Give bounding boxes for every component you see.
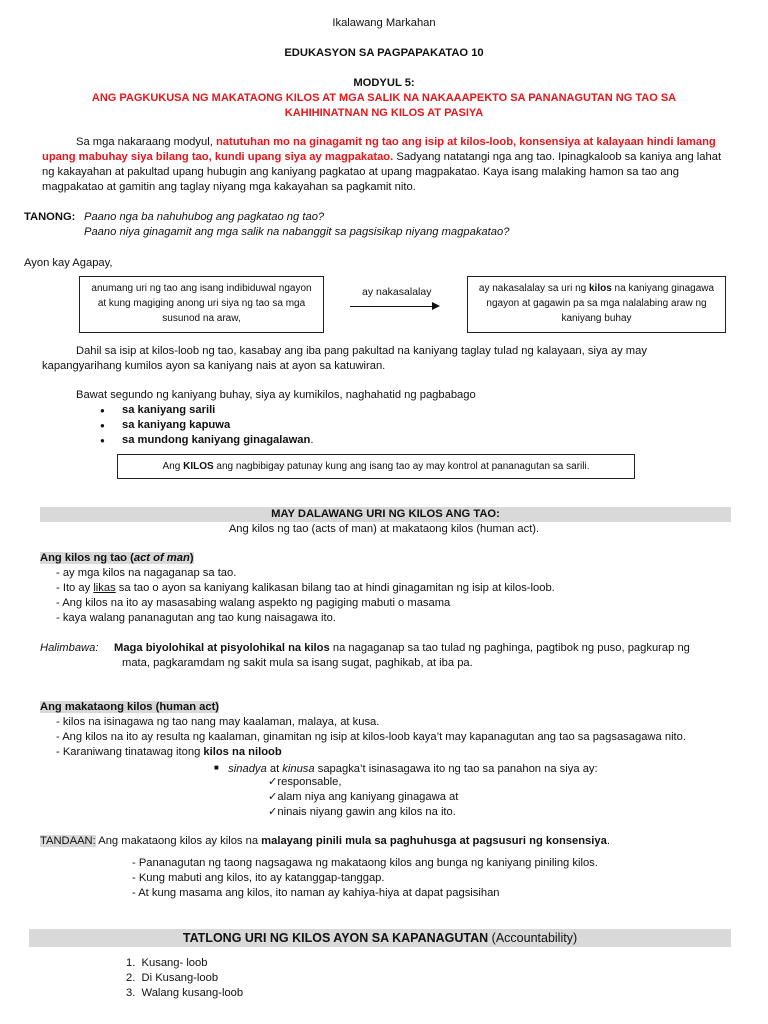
module-title-line1: ANG PAGKUKUSA NG MAKATAONG KILOS AT MGA SALIK NA NAKAAAPEKTO SA PANANAGUTAN NG TAO SA	[91, 92, 677, 104]
list-item: ● sa kaniyang kapuwa	[100, 418, 313, 433]
halimbawa-bold: Maga biyolohikal at pisyolohikal na kilos	[114, 642, 330, 654]
tanong-question-1: Paano nga ba nahuhubog ang pagkatao ng tao?	[84, 211, 325, 223]
checkmark-icon: ✓	[268, 791, 278, 803]
check-item	[268, 790, 458, 805]
kilos-ng-tao-l3: - Ang kilos na ito ay masasabing walang aspekto ng pagiging mabuti o masama	[56, 597, 451, 609]
agapay-right-bold: kilos	[588, 283, 612, 294]
heading-italic: act of man	[133, 552, 190, 564]
dalawang-uri-sub: Ang kilos ng tao (acts of man) at makataong kilos (human act).	[228, 523, 540, 535]
module-title-line2: KAHIHINATNAN NG KILOS AT PASIYA	[284, 107, 484, 119]
tandaan-line	[40, 834, 610, 849]
check-item	[268, 805, 456, 820]
intro-highlight: natutuhan mo na ginagamit ng tao ang isip at kilos-loob, konsensiya at kalayaan hindi lamang	[215, 136, 716, 148]
tandaan-text: Ang makataong kilos ay kilos na	[95, 835, 262, 847]
heading-part: Ang kilos ng tao (	[40, 552, 134, 564]
square-bullet-icon: ■	[214, 763, 219, 772]
agapay-right-text-2: na kaniyang ginagawa ngayon at gagawin pa sa mga nalalabing araw ng kaniyang buhay	[486, 283, 715, 324]
kilos-definition-box	[117, 454, 635, 479]
l2-text: - Ito ay	[56, 582, 94, 594]
bawat-list	[100, 403, 313, 448]
intro-paragraph	[42, 135, 730, 195]
list-item	[100, 433, 313, 448]
dahil-line2: kapangyarihang kumilos ayon sa kaniyang nais at ayon sa katuwiran.	[42, 360, 386, 372]
intro-text-3: ng kakayahan at pakultad upang hubugin ang kaniyang pagkatao at upang magpakatao. Kaya isang malaking hamon sa tao ang	[42, 166, 679, 178]
tatlong-heading-bold: TATLONG URI NG KILOS AYON SA KAPANAGUTAN	[182, 931, 489, 945]
dalawang-uri-heading: MAY DALAWANG URI NG KILOS ANG TAO:	[40, 507, 731, 522]
list-item-text: sa mundong kaniyang ginagalawan	[122, 434, 311, 446]
check-item	[268, 775, 341, 790]
halimbawa-line1	[114, 641, 690, 656]
subject-title: EDUKASYON SA PAGPAPAKATAO 10	[284, 47, 484, 59]
sinadya: sinadya	[228, 763, 267, 775]
agapay-right-text: ay nakasalalay sa uri ng	[478, 283, 589, 294]
list-item: 1. Kusang- loob	[126, 957, 208, 969]
makataong-l2: - Ang kilos na ito ay resulta ng kaalaman, ginamitan ng isip at kilos-loob kaya’t may kapanagutan ang tao sa pagsasagawa nito.	[56, 731, 686, 743]
agapay-left-box: anumang uri ng tao ang isang indibiduwal ngayon at kung magiging anong uri siya ng tao sa mga susunod na araw,	[79, 276, 324, 333]
makataong-heading-text: Ang makataong kilos (human act)	[40, 701, 220, 713]
agapay-intro: Ayon kay Agapay,	[24, 257, 113, 269]
kilos-ng-tao-l2	[56, 581, 555, 596]
kilos-ng-tao-l4: - kaya walang pananagutan ang tao kung naisagawa ito.	[56, 612, 336, 624]
halimbawa-rest: na nagaganap sa tao tulad ng paghinga, pagtibok ng puso, pagkurap ng	[329, 642, 690, 654]
list-item-text: Kusang- loob	[141, 957, 208, 969]
tanong-question-2: Paano niya ginagamit ang mga salik na nabanggit sa pagsisikap niyang magpakatao?	[84, 226, 510, 238]
tatlong-heading-rest: (Accountability)	[488, 931, 578, 945]
heading-part-2: )	[189, 552, 194, 564]
agapay-arrow-label: ay nakasalalay	[362, 286, 432, 298]
intro-text-2: Sadyang natatangi nga ang tao. Ipinagkaloob sa kaniya ang lahat	[393, 151, 722, 163]
l2-text-2: sa tao o ayon sa kaniyang kalikasan bilang tao at hindi ginagamitan ng isip at kilos-loob.	[115, 582, 555, 594]
makataong-l3	[56, 745, 282, 760]
makataong-l1: - kilos na isinagawa ng tao nang may kaalaman, malaya, at kusa.	[56, 716, 380, 728]
kilos-ng-tao-heading	[40, 551, 194, 566]
bawat-text: Bawat segundo ng kaniyang buhay, siya ay kumikilos, naghahatid ng pagbabago	[76, 389, 476, 401]
tandaan-item: - Kung mabuti ang kilos, ito ay katanggap-tanggap.	[132, 872, 385, 884]
kinusa: kinusa	[282, 763, 315, 775]
list-item-text: Di Kusang-loob	[141, 972, 219, 984]
tandaan-bold: malayang pinili mula sa paghuhusga at pagsusuri ng konsensiya	[261, 835, 607, 847]
sq-rest: sapagka’t isinasagawa ito ng tao sa panahon na siya ay:	[314, 763, 598, 775]
kilos-box-bold: KILOS	[183, 461, 214, 472]
arrow-right-icon	[350, 306, 438, 307]
quarter-label: Ikalawang Markahan	[332, 17, 436, 29]
intro-text: Sa mga nakaraang modyul,	[76, 136, 216, 148]
checkmark-icon: ✓	[268, 776, 278, 788]
makataong-kilos-heading	[40, 700, 219, 715]
halimbawa-line2: mata, pagkaramdam ng sakit mula sa isang sugat, paghikab, at iba pa.	[122, 657, 473, 669]
kilos-ng-tao-l1: - ay mga kilos na nagaganap sa tao.	[56, 567, 237, 579]
tandaan-label: TANDAAN:	[40, 835, 96, 847]
tandaan-end: .	[606, 835, 610, 847]
module-label: MODYUL 5:	[353, 77, 415, 89]
tandaan-item: - Pananagutan ng taong nagsagawa ng makataong kilos ang bunga ng kaniyang piniling kilos.	[132, 857, 598, 869]
tandaan-item: - At kung masama ang kilos, ito naman ay kahiya-hiya at dapat pagsisihan	[132, 887, 500, 899]
halimbawa-label: Halimbawa:	[40, 642, 99, 654]
list-item: 2. Di Kusang-loob	[126, 972, 219, 984]
list-item: ● sa kaniyang sarili	[100, 403, 313, 418]
kilos-ng-tao-heading-text	[40, 552, 194, 564]
l2-underline: likas	[93, 582, 116, 594]
list-item: 3. Walang kusang-loob	[126, 987, 244, 999]
l3-text: - Karaniwang tinatawag itong	[56, 746, 204, 758]
kilos-box-text: Ang	[162, 461, 184, 472]
at: at	[266, 763, 283, 775]
kilos-box-text-2: ang nagbibigay patunay kung ang isang tao ay may kontrol at pananagutan sa sarili.	[213, 461, 590, 472]
check-item-text: ninais niyang gawin ang kilos na ito.	[277, 806, 456, 818]
tanong-label: TANONG:	[24, 211, 76, 223]
agapay-right-box	[467, 276, 726, 333]
intro-highlight-2: upang mabuhay siya bilang tao, kundi upang siya ay magpakatao.	[42, 151, 394, 163]
check-item-text: responsable,	[277, 776, 342, 788]
l3-bold: kilos na niloob	[203, 746, 282, 758]
list-item-period: .	[310, 434, 314, 446]
tatlong-uri-heading	[29, 929, 731, 947]
checkmark-icon: ✓	[268, 806, 278, 818]
intro-text-4: magpakatao at gamitin ang taglay niyang mga kakayahan sa pagkamit nito.	[42, 181, 416, 193]
dahil-line1: Dahil sa isip at kilos-loob ng tao, kasabay ang iba pang pakultad na kaniyang taglay tulad ng kalayaan, siya ay may	[76, 345, 647, 357]
list-item-text: Walang kusang-loob	[141, 987, 244, 999]
check-item-text: alam niya ang kaniyang ginagawa at	[277, 791, 459, 803]
